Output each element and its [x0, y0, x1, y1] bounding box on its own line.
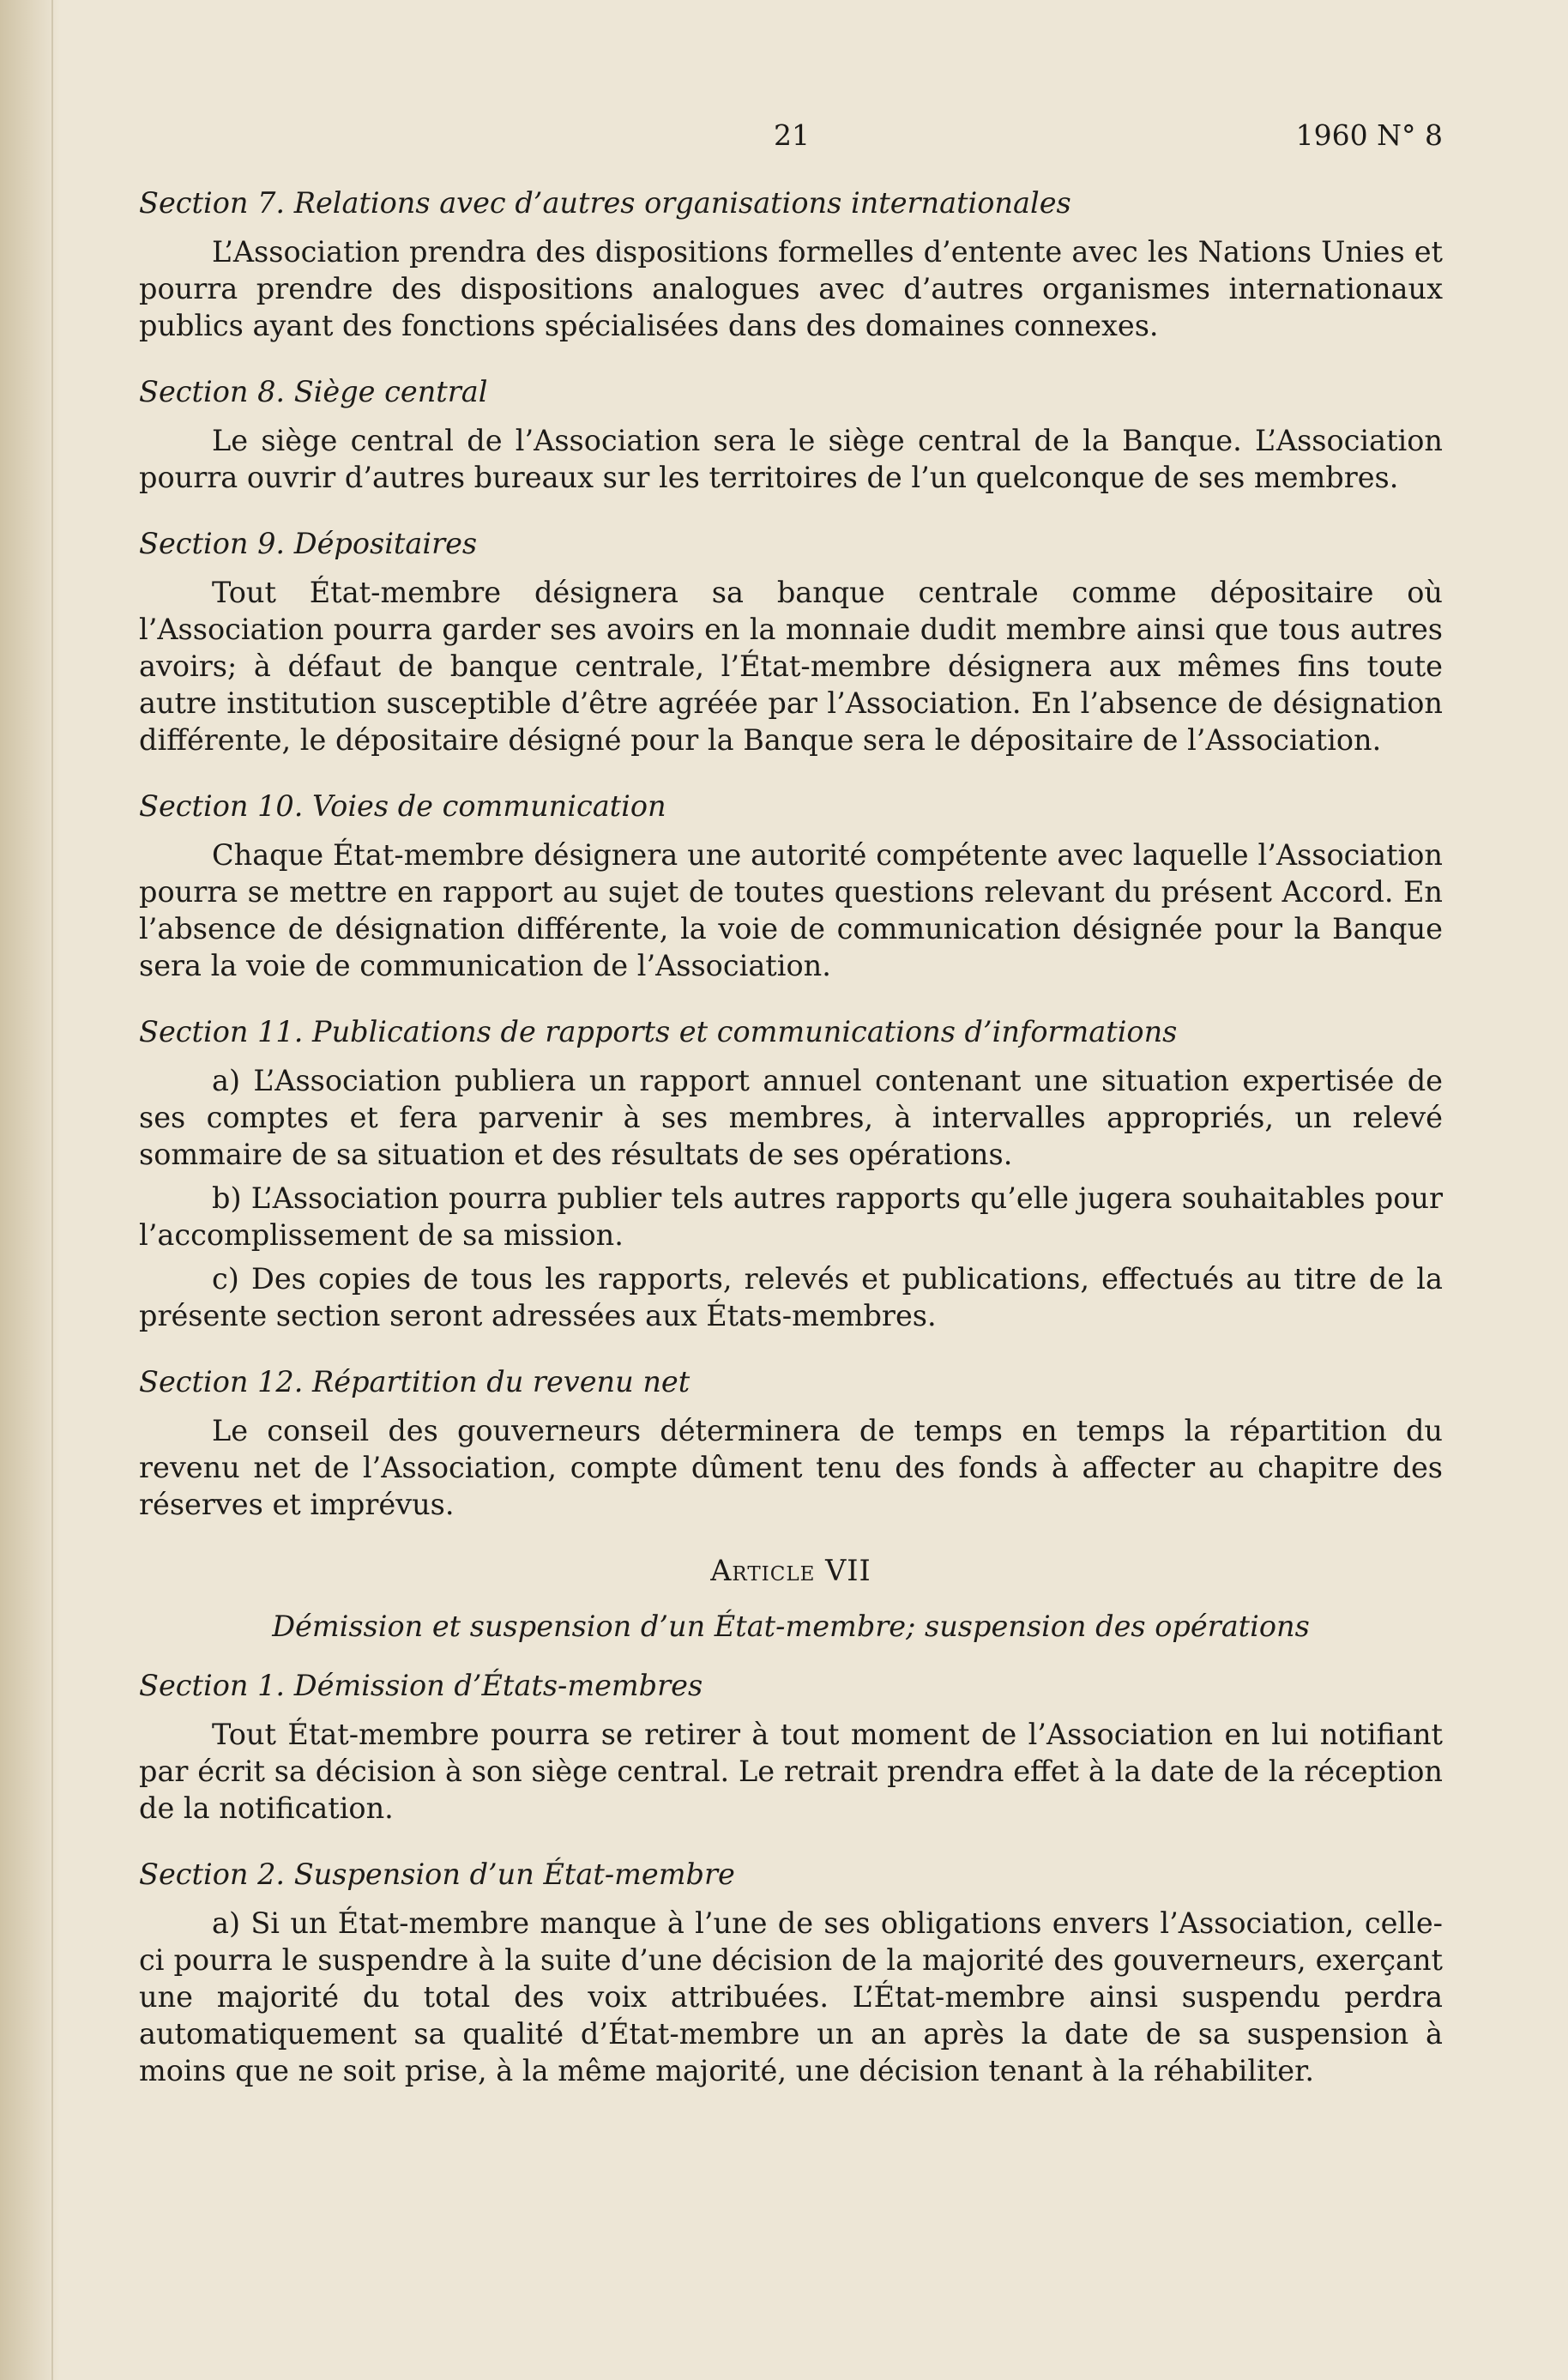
section-block: [139, 525, 1443, 758]
sections-before-article: [139, 184, 1443, 1523]
section-block: [139, 1363, 1443, 1523]
section-block: [139, 1667, 1443, 1827]
sections-after-article: [139, 1667, 1443, 2089]
section-paragraph: b) L’Association pourra publier tels autres rapports qu’elle jugera souhaitables pour l’accomplissement de sa mission.: [139, 1181, 1443, 1252]
section-title: Section 7. Relations avec d’autres organisations internationales: [139, 186, 1071, 220]
section-title: Section 1. Démission d’États-membres: [139, 1669, 703, 1702]
article-heading: Article VII: [710, 1554, 871, 1587]
section-title: Section 11. Publications de rapports et communications d’informations: [139, 1015, 1178, 1048]
section-paragraph: L’Association prendra des dispositions formelles d’entente avec les Nations Unies et pourra prendre des dispositions analogues avec d’autres organismes internationaux publics ayant des fonctions spécialisées dans des domaines connexes.: [139, 235, 1443, 342]
section-title: Section 8. Siège central: [139, 375, 488, 408]
section-paragraph: Chaque État-membre désignera une autorité compétente avec laquelle l’Association pourra se mettre en rapport au sujet de toutes questions relevant du présent Accord. En l’absence de désignation différente, la voie de communication désignée pour la Banque sera la voie de communication de l’Association.: [139, 838, 1443, 982]
section-block: [139, 1856, 1443, 2089]
section-block: [139, 373, 1443, 496]
section-paragraph: Tout État-membre pourra se retirer à tout moment de l’Association en lui notifiant par écrit sa décision à son siège central. Le retrait prendra effet à la date de la réception de la notification.: [139, 1718, 1443, 1825]
section-paragraph: a) L’Association publiera un rapport annuel contenant une situation expertisée de ses comptes et fera parvenir à ses membres, à intervalles appropriés, un relevé sommaire de sa situation et des résultats de ses opérations.: [139, 1064, 1443, 1171]
section-paragraph: Le conseil des gouverneurs déterminera de temps en temps la répartition du revenu net de l’Association, compte dûment tenu des fonds à affecter au chapitre des réserves et imprévus.: [139, 1414, 1443, 1521]
section-title: Section 10. Voies de communication: [139, 789, 666, 823]
section-title: Section 12. Répartition du revenu net: [139, 1365, 691, 1398]
page-header: [139, 118, 1443, 153]
issue-label: 1960 N° 8: [1295, 118, 1443, 152]
section-paragraph: Le siège central de l’Association sera le siège central de la Banque. L’Association pourra ouvrir d’autres bureaux sur les territoires de l’un quelconque de ses membres.: [139, 424, 1443, 494]
article-subtitle: Démission et suspension d’un État-membre; suspension des opérations: [272, 1610, 1310, 1643]
section-title: Section 9. Dépositaires: [139, 527, 478, 560]
section-block: [139, 184, 1443, 344]
section-paragraph: c) Des copies de tous les rapports, relevés et publications, effectués au titre de la présente section seront adressées aux États-membres.: [139, 1262, 1443, 1332]
section-paragraph: Tout État-membre désignera sa banque centrale comme dépositaire où l’Association pourra garder ses avoirs en la monnaie dudit membre ainsi que tous autres avoirs; à défaut de banque centrale, l’État-membre désignera aux mêmes fins toute autre institution susceptible d’être agréée par l’Association. En l’absence de désignation différente, le dépositaire désigné pour la Banque sera le dépositaire de l’Association.: [139, 576, 1443, 757]
section-block: [139, 1013, 1443, 1334]
page-number: 21: [774, 118, 810, 152]
section-block: [139, 788, 1443, 984]
body-text: [139, 184, 1443, 2118]
page-fold-line: [51, 0, 53, 2380]
section-title: Section 2. Suspension d’un État-membre: [139, 1857, 735, 1891]
section-paragraph: a) Si un État-membre manque à l’une de ses obligations envers l’Association, celle-ci pourra le suspendre à la suite d’une décision de la majorité des gouverneurs, exerçant une majorité du total des voix attribuées. L’État-membre ainsi suspendu perdra automatiquement sa qualité d’État-membre un an après la date de sa suspension à moins que ne soit prise, à la même majorité, une décision tenant à la réhabiliter.: [139, 1906, 1443, 2087]
